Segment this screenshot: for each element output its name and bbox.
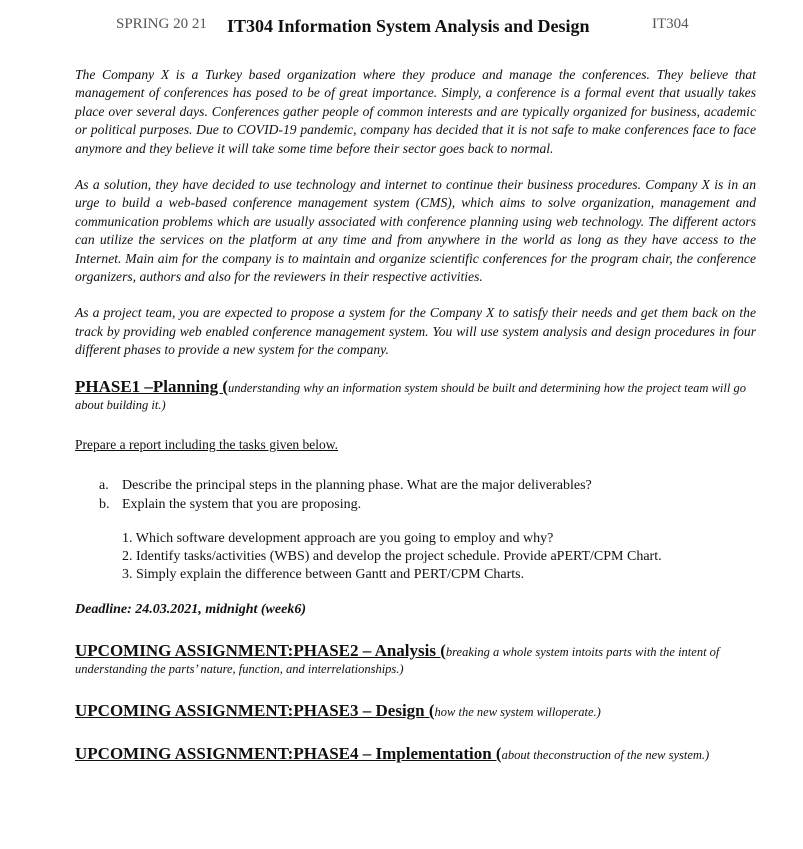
report-instruction: Prepare a report including the tasks given below. xyxy=(75,436,339,452)
phase1-description: understanding why an information system should be built and determining how the project team will go about building it.) xyxy=(75,380,746,412)
phase2-heading: UPCOMING ASSIGNMENT:PHASE2 – Analysis ( xyxy=(75,640,446,660)
task-label: a. xyxy=(99,477,109,493)
phase3-description: how the new system willoperate.) xyxy=(434,704,601,719)
subtask-item: 2. Identify tasks/activities (WBS) and develop the project schedule. Provide aPERT/CPM Chart. xyxy=(122,548,662,564)
intro-paragraph: The Company X is a Turkey based organization where they produce and manage the conferences. They believe that management of conferences has posed to be of great importance. Simply, a conference is a formal event that usually takes place over several days. Conferences gather people of common interests and are typically organized for business, academic or political purposes. Due to COVID-19 pandemic, company has decided that it is not safe to make conferences face to face anymore and they believe it will take some time before their sector goes back to normal. xyxy=(75,67,756,156)
semester-label: SPRING 20 21 xyxy=(116,16,207,32)
task-label: b. xyxy=(99,496,110,512)
task-list xyxy=(75,476,756,514)
task-text: Describe the principal steps in the planning phase. What are the major deliverables? xyxy=(122,477,592,493)
intro-paragraph: As a project team, you are expected to propose a system for the Company X to satisfy their needs and get them back on the track by providing web enabled conference management system. You will use system analysis and design procedures in four different phases to provide a new system for the company. xyxy=(75,305,756,358)
document-title: IT304 Information System Analysis and Design xyxy=(227,16,590,36)
phase1-section xyxy=(75,378,756,414)
subtask-item: 1. Which software development approach are you going to employ and why? xyxy=(122,530,554,546)
task-item xyxy=(75,495,756,514)
task-item xyxy=(75,476,756,495)
task-text: Explain the system that you are proposing. xyxy=(122,496,362,512)
deadline: Deadline: 24.03.2021, midnight (week6) xyxy=(75,601,306,617)
phase3-heading: UPCOMING ASSIGNMENT:PHASE3 – Design ( xyxy=(75,700,435,720)
page-header xyxy=(0,14,803,42)
phase4-description: about theconstruction of the new system.) xyxy=(501,747,710,762)
phase4-heading: UPCOMING ASSIGNMENT:PHASE4 – Implementation ( xyxy=(75,743,502,763)
course-code: IT304 xyxy=(652,16,689,32)
document-body xyxy=(75,66,756,764)
phase2-description: breaking a whole system intoits parts with the intent of understanding the parts’ nature, function, and interrelationships.) xyxy=(75,644,720,676)
phase3-section xyxy=(75,702,756,721)
phase1-heading: PHASE1 –Planning ( xyxy=(75,376,229,396)
subtask-list xyxy=(122,530,756,584)
subtask-item: 3. Simply explain the difference between Gantt and PERT/CPM Charts. xyxy=(122,566,525,582)
phase2-section xyxy=(75,642,756,678)
phase4-section xyxy=(75,745,756,764)
intro-paragraph: As a solution, they have decided to use technology and internet to continue their business procedures. Company X is in an urge to build a web-based conference management system (CMS), which aims to solve organization, management and communication problems which are usually associated with conference planning using web technology. The different actors can utilize the services on the platform at any time and from anywhere in the world as long as they have access to the Internet. Main aim for the company is to maintain and organize scientific conferences for the program chair, the conference organizers, authors and also for the reviewers in their respective activities. xyxy=(75,177,756,285)
